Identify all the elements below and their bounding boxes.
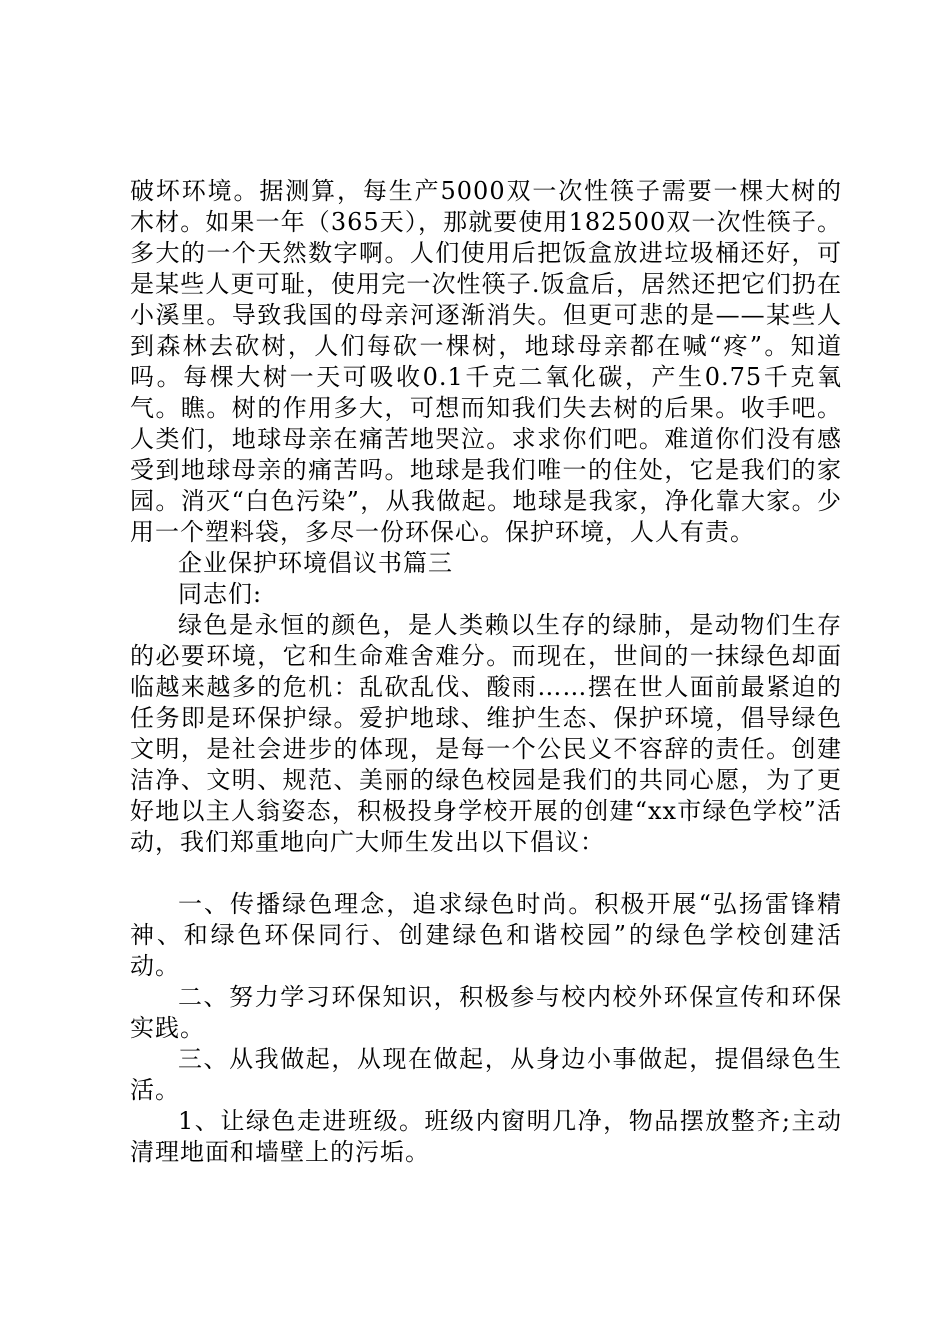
proposal-item-3: 三、从我做起，从现在做起，从身边小事做起，提倡绿色生活。 bbox=[130, 1045, 842, 1104]
section-heading: 企业保护环境倡议书篇三 bbox=[178, 549, 453, 577]
blank-line bbox=[130, 858, 842, 889]
paragraph-intro: 绿色是永恒的颜色，是人类赖以生存的绿肺，是动物们生存的必要环境，它和生命难舍难分。而现在，世间的一抹绿色却面临越来越多的危机：乱砍乱伐、酸雨……摆在世人面前最紧迫的任务即是环保护绿。爱护地球、维护生态、保护环境，倡导绿色文明，是社会进步的体现，是每一个公民义不容辞的责任。创建洁净、文明、规范、美丽的绿色校园是我们的共同心愿，为了更好地以主人翁姿态，积极投身学校开展的创建“xx市绿色学校”活动，我们郑重地向广大师生发出以下倡议： bbox=[130, 611, 842, 856]
document-body bbox=[130, 176, 842, 1168]
salutation: 同志们: bbox=[178, 580, 263, 608]
paragraph-continuation: 破坏环境。据测算，每生产5000双一次性筷子需要一棵大树的木材。如果一年（365天），那就要使用182500双一次性筷子。多大的一个天然数字啊。人们使用后把饭盒放进垃圾桶还好，可是某些人更可耻，使用完一次性筷子.饭盒后，居然还把它们扔在小溪里。导致我国的母亲河逐渐消失。但更可悲的是——某些人到森林去砍树，人们每砍一棵树，地球母亲都在喊“疼”。知道吗。每棵大树一天可吸收0.1千克二氧化碳，产生0.75千克氧气。瞧。树的作用多大，可想而知我们失去树的后果。收手吧。人类们，地球母亲在痛苦地哭泣。求求你们吧。难道你们没有感受到地球母亲的痛苦吗。地球是我们唯一的住处，它是我们的家园。消灭“白色污染”，从我做起。地球是我家，净化靠大家。少用一个塑料袋，多尽一份环保心。保护环境，人人有责。 bbox=[130, 177, 842, 546]
proposal-subitem-1: 1、让绿色走进班级。班级内窗明几净，物品摆放整齐;主动清理地面和墙壁上的污垢。 bbox=[130, 1107, 842, 1166]
proposal-item-1: 一、传播绿色理念，追求绿色时尚。积极开展“弘扬雷锋精神、和绿色环保同行、创建绿色和谐校园”的绿色学校创建活动。 bbox=[130, 890, 842, 980]
proposal-item-2: 二、努力学习环保知识，积极参与校内校外环保宣传和环保实践。 bbox=[130, 983, 842, 1042]
